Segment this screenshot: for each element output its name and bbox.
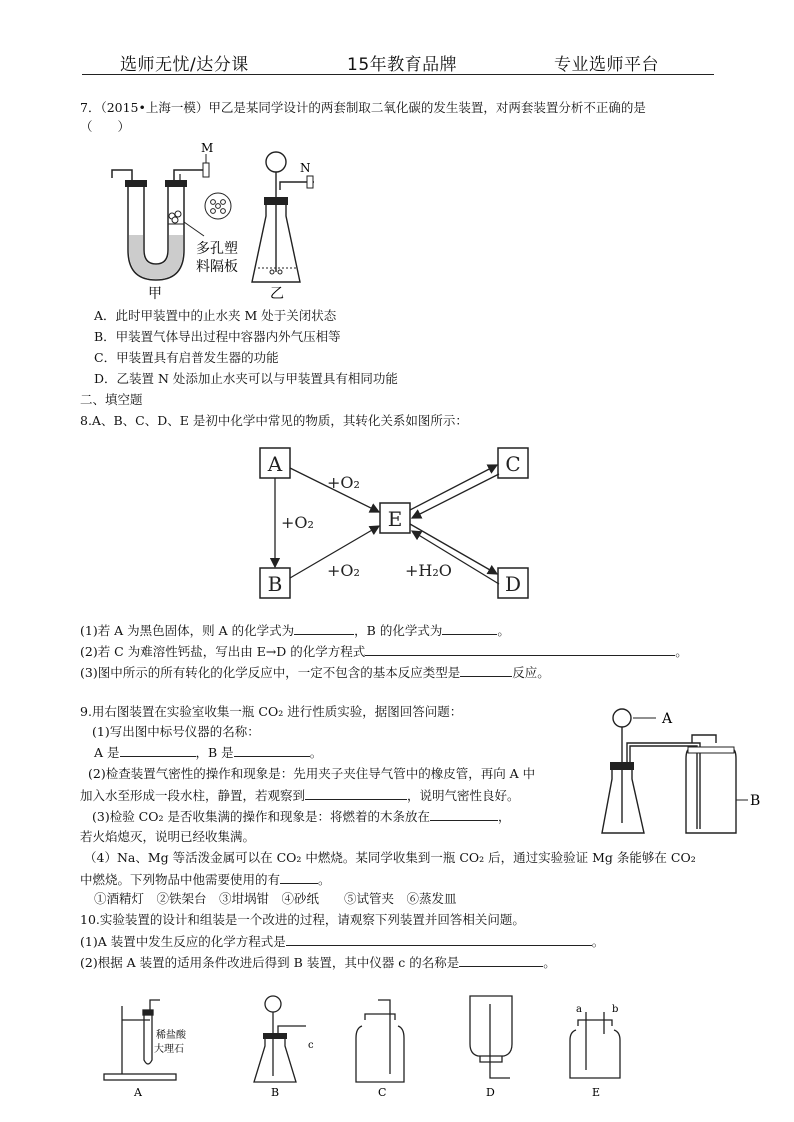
q9-line8: [80, 870, 331, 888]
label-e-d: +H₂O: [405, 561, 452, 580]
apparatus-e: [570, 1012, 620, 1078]
q8-sub2-text-b: 。: [675, 644, 688, 659]
arrow-e-c: [410, 465, 497, 510]
q9-l8-text-a: 中燃烧。下列物品中他需要使用的有: [80, 872, 281, 887]
apparatus-c: [356, 1000, 404, 1082]
q8-sub2-text-a: (2)若 C 为难溶性钙盐，写出由 E→D 的化学方程式: [80, 644, 366, 659]
q10-blank-instrument[interactable]: [459, 953, 543, 967]
q10-apparatus-figures: [100, 990, 640, 1102]
q9-line9: ①酒精灯 ②铁架台 ③坩埚钳 ④砂纸 ⑤试管夹 ⑥蒸发皿: [94, 891, 457, 906]
q9-l4-text-b: ，说明气密性良好。: [407, 788, 520, 803]
section-title: 二、填空题: [80, 392, 143, 407]
q10-fig-c: C: [378, 1086, 387, 1099]
q9-label-b: B: [750, 793, 761, 809]
q8-sub2: [80, 642, 688, 660]
q9-line2: [94, 743, 322, 761]
node-e: E: [387, 507, 403, 531]
q9-l2-text-a: A 是: [94, 745, 120, 760]
q7-option-a: A．此时甲装置中的止水夹 M 处于关闭状态: [94, 308, 337, 323]
q7-label-jia: 甲: [148, 286, 162, 302]
q8-sub1-text-b: ，B 的化学式为: [354, 623, 443, 638]
q10-blank-equation[interactable]: [286, 932, 592, 946]
q10-line1: [80, 932, 604, 950]
q9-l2-text-b: ，B 是: [195, 745, 234, 760]
q8-blank-b-formula[interactable]: [442, 621, 497, 635]
q8-sub3-text-a: (3)图中所示的所有转化的化学反应中，一定不包含的基本反应类型是: [80, 665, 461, 680]
q9-blank-items[interactable]: [280, 870, 318, 884]
q7-option-d: D．乙装置 N 处添加止水夹可以与甲装置具有相同功能: [94, 371, 398, 386]
q10-label-marble: 大理石: [154, 1044, 184, 1055]
q7-option-c: C．甲装置具有启普发生器的功能: [94, 350, 279, 365]
label-b-e: +O₂: [327, 561, 360, 580]
q9-l5-text-a: (3)检验 CO₂ 是否收集满的操作和现象是：将燃着的木条放在: [92, 809, 430, 824]
q10-l2-text-b: 。: [543, 955, 556, 970]
q10-l1-text-a: (1)A 装置中发生反应的化学方程式是: [80, 934, 286, 949]
node-b: B: [267, 572, 283, 596]
header-rule: [82, 74, 714, 75]
q9-line7: （4）Na、Mg 等活泼金属可以在 CO₂ 中燃烧。某同学收集到一瓶 CO₂ 后，通过实验验证 Mg 条能够在 CO₂: [84, 850, 696, 865]
q7-label-n: N: [300, 161, 311, 175]
q8-sub3-text-b: 反应。: [512, 665, 550, 680]
q10-fig-b: B: [271, 1086, 280, 1099]
label-a-b: +O₂: [281, 513, 314, 532]
q9-line6: 若火焰熄灭，说明已经收集满。: [80, 829, 256, 844]
q8-stem: 8.A、B、C、D、E 是初中化学中常见的物质，其转化关系如图所示：: [80, 413, 468, 428]
label-a-e: +O₂: [327, 473, 360, 492]
q8-sub1: [80, 621, 510, 639]
q9-l8-text-b: 。: [318, 872, 331, 887]
q10-fig-e: E: [592, 1086, 601, 1099]
q8-sub1-text-a: (1)若 A 为黑色固体，则 A 的化学式为: [80, 623, 295, 638]
q10-fig-d: D: [486, 1086, 495, 1099]
q10-fig-a: A: [134, 1086, 142, 1099]
q9-blank-position[interactable]: [430, 807, 498, 821]
q10-l1-text-b: 。: [591, 934, 605, 949]
apparatus-d: [470, 996, 512, 1078]
q10-line2: [80, 953, 556, 971]
q10-label-b: b: [612, 1004, 619, 1015]
q7-stem: 7．（2015•上海一模）甲乙是某同学设计的两套制取二氧化碳的发生装置，对两套装置分析不正确的是: [80, 100, 646, 115]
node-c: C: [505, 452, 521, 476]
q9-apparatus-figure: [600, 705, 780, 840]
node-a: A: [267, 452, 283, 476]
arrow-c-e: [412, 474, 499, 518]
q7-plate-label-1: 多孔塑: [196, 241, 238, 257]
q9-blank-observation[interactable]: [305, 786, 407, 800]
q10-label-acid: 稀盐酸: [156, 1030, 186, 1041]
node-d: D: [504, 572, 522, 596]
header-right: 专业选师平台: [554, 55, 659, 75]
q8-blank-a-formula[interactable]: [294, 621, 354, 635]
q9-line1: (1)写出图中标号仪器的名称：: [92, 724, 260, 739]
header-left: 选师无忧/达分课: [120, 55, 249, 75]
q7-apparatus-figure: [100, 140, 340, 302]
q9-stem: 9.用右图装置在实验室收集一瓶 CO₂ 进行性质实验，据图回答问题：: [80, 704, 463, 719]
q9-label-a: A: [662, 711, 673, 727]
q9-blank-b[interactable]: [234, 743, 310, 757]
q8-blank-reaction-type[interactable]: [460, 663, 512, 677]
q9-l5-text-b: ，: [497, 809, 511, 824]
q10-stem: 10.实验装置的设计和组装是一个改进的过程，请观察下列装置并回答相关问题。: [80, 912, 525, 927]
q10-l2-text-a: (2)根据 A 装置的适用条件改进后得到 B 装置，其中仪器 c 的名称是: [80, 955, 460, 970]
q9-l4-text-a: 加入水至形成一段水柱，静置，若观察到: [80, 788, 306, 803]
q9-line4: [80, 786, 520, 804]
q8-transformation-diagram: [255, 440, 535, 610]
q8-sub3: [80, 663, 550, 681]
q7-plate-label-2: 料隔板: [196, 259, 238, 275]
q8-blank-equation[interactable]: [365, 642, 675, 656]
q10-label-c: c: [308, 1040, 314, 1051]
q9-blank-a[interactable]: [120, 743, 196, 757]
q7-label-yi: 乙: [270, 286, 284, 302]
q7-label-m: M: [201, 141, 214, 155]
q7-paren: （ ）: [80, 119, 131, 134]
q9-line3: (2)检查装置气密性的操作和现象是：先用夹子夹住导气管中的橡皮管，再向 A 中: [88, 766, 536, 781]
q8-sub1-text-c: 。: [497, 623, 510, 638]
q9-line5: [92, 807, 511, 825]
header-center: 15年教育品牌: [347, 55, 458, 75]
q9-l2-text-c: 。: [309, 745, 323, 760]
q7-option-b: B．甲装置气体导出过程中容器内外气压相等: [94, 329, 341, 344]
q10-label-a: a: [576, 1004, 582, 1015]
